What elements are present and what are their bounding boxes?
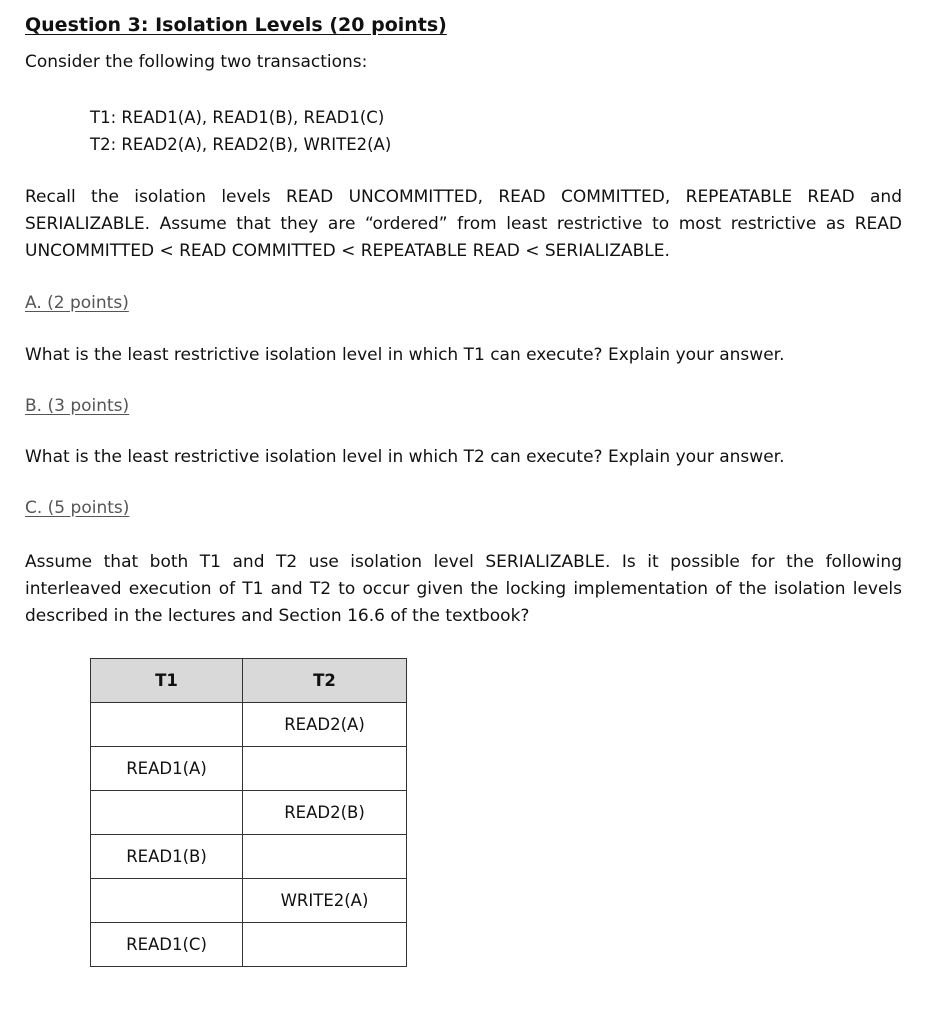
schedule-row — [91, 923, 407, 967]
cell-t1: READ1(B) — [91, 835, 243, 879]
cell-t2 — [243, 923, 407, 967]
question-title: Question 3: Isolation Levels (20 points) — [25, 14, 447, 36]
part-a-label: A. (2 points) — [25, 293, 129, 313]
schedule-table — [90, 658, 407, 967]
schedule-row — [91, 835, 407, 879]
part-b-question: What is the least restrictive isolation level in which T2 can execute? Explain your answer. — [25, 447, 785, 467]
transaction-t1: T1: READ1(A), READ1(B), READ1(C) — [90, 108, 385, 127]
cell-t1: READ1(C) — [91, 923, 243, 967]
part-b-label: B. (3 points) — [25, 396, 130, 416]
cell-t2: WRITE2(A) — [243, 879, 407, 923]
cell-t1 — [91, 879, 243, 923]
part-c-question: Assume that both T1 and T2 use isolation level SERIALIZABLE. Is it possible for the following interleaved execution of T1 and T2 to occur given the locking implementation of the isolation levels described in the lectures and Section 16.6 of the textbook? — [25, 552, 902, 626]
schedule-row — [91, 879, 407, 923]
intro-text: Consider the following two transactions: — [25, 52, 368, 72]
schedule-row — [91, 791, 407, 835]
cell-t2 — [243, 747, 407, 791]
part-a-question: What is the least restrictive isolation level in which T1 can execute? Explain your answer. — [25, 345, 785, 365]
header-t1: T1 — [91, 659, 243, 703]
schedule-header-row — [91, 659, 407, 703]
cell-t2 — [243, 835, 407, 879]
part-c-label: C. (5 points) — [25, 498, 130, 518]
cell-t1 — [91, 791, 243, 835]
header-t2: T2 — [243, 659, 407, 703]
cell-t1: READ1(A) — [91, 747, 243, 791]
schedule-row — [91, 747, 407, 791]
cell-t2: READ2(B) — [243, 791, 407, 835]
cell-t2: READ2(A) — [243, 703, 407, 747]
recall-paragraph: Recall the isolation levels READ UNCOMMITTED, READ COMMITTED, REPEATABLE READ and SERIALIZABLE. Assume that they are “ordered” from least restrictive to most restrictive as READ UNCOMMITTED < READ COMMITTED < REPEATABLE READ < SERIALIZABLE. — [25, 187, 902, 261]
transaction-t2: T2: READ2(A), READ2(B), WRITE2(A) — [90, 135, 392, 154]
schedule-row — [91, 703, 407, 747]
cell-t1 — [91, 703, 243, 747]
